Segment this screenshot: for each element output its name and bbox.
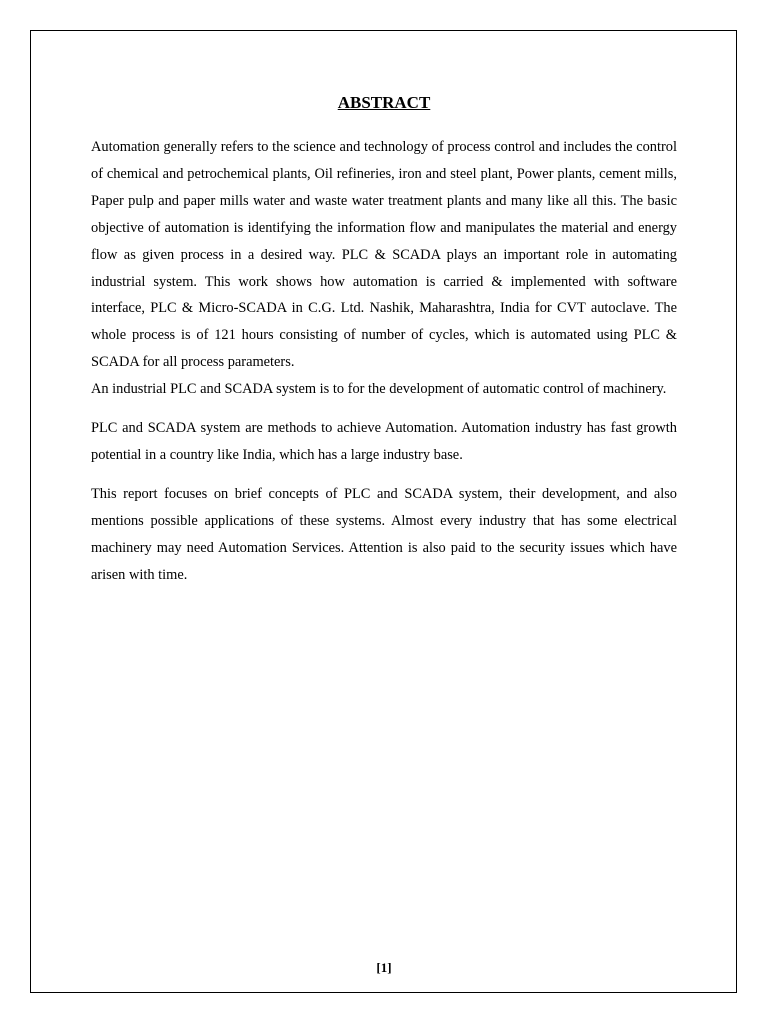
abstract-body [91, 134, 677, 601]
paragraph-3: PLC and SCADA system are methods to achieve Automation. Automation industry has fast growth potential in a country like India, which has a large industry base. [91, 420, 677, 463]
paragraph-4: This report focuses on brief concepts of PLC and SCADA system, their development, and also mentions possible applications of these systems. Almost every industry that has some electrical machinery may need Automation Services. Attention is also paid to the security issues which have arisen with time. [91, 485, 677, 583]
abstract-heading: ABSTRACT [337, 93, 431, 112]
paragraph-2: An industrial PLC and SCADA system is to for the development of automatic control of machinery. [91, 381, 667, 398]
page-number: [1] [376, 960, 392, 975]
paragraph-1: Automation generally refers to the science and technology of process control and includes the control of chemical and petrochemical plants, Oil refineries, iron and steel plant, Power plants, cement mills, Paper pulp and paper mills water and waste water treatment plants and many like all this. The basic objective of automation is identifying the information flow and manipulates the material and energy flow as given process in a desired way. PLC & SCADA plays an important role in automating industrial system. This work shows how automation is carried & implemented with software interface, PLC & Micro-SCADA in C.G. Ltd. Nashik, Maharashtra, India for CVT autoclave. The whole process is of 121 hours consisting of number of cycles, which is automated using PLC & SCADA for all process parameters. [91, 139, 677, 371]
